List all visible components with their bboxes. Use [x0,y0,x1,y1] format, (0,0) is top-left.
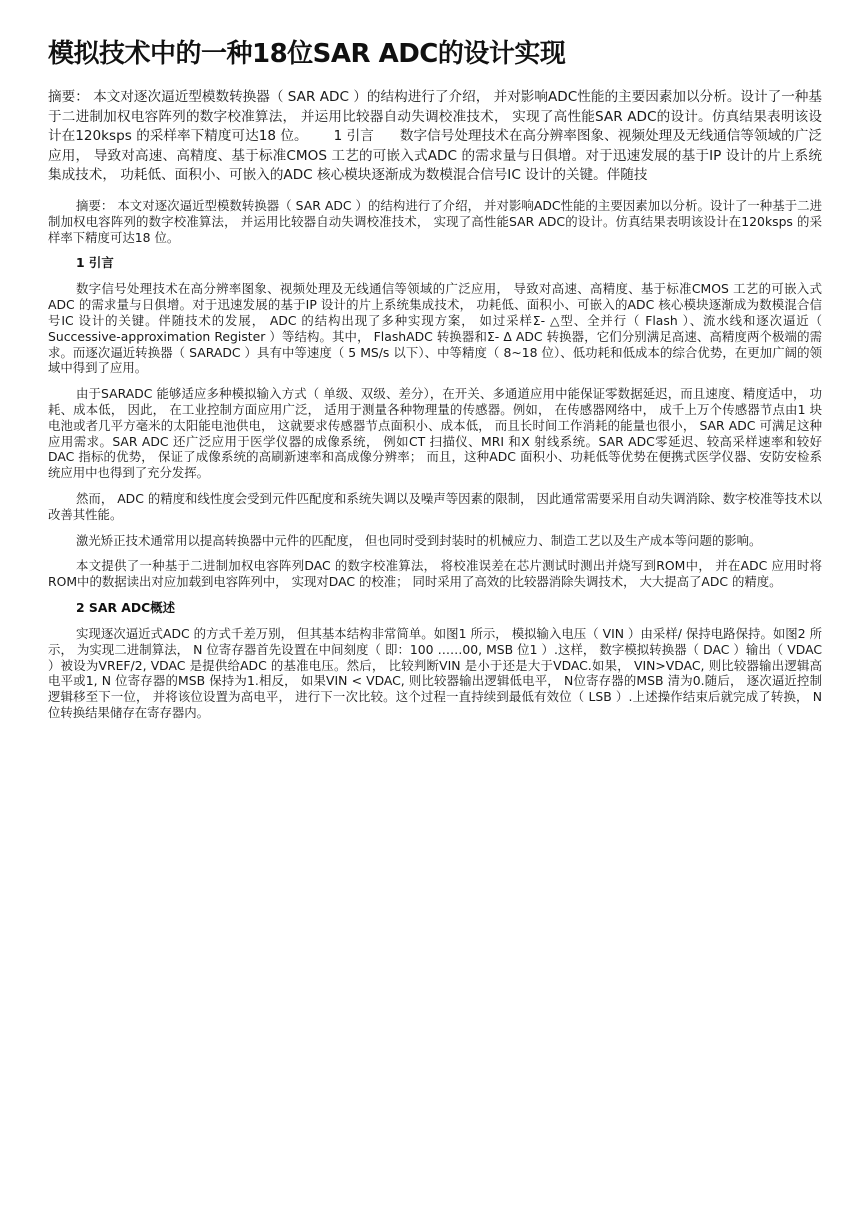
document-page [48,36,822,731]
abstract-paragraph: 摘要： 本文对逐次逼近型模数转换器（ SAR ADC ）的结构进行了介绍， 并对影响ADC性能的主要因素加以分析。设计了一种基于二进制加权电容阵列的数字校准算法， 并运用比较器自动失调校准技术， 实现了高性能SAR ADC的设计。仿真结果表明该设计在120ksps 的采样率下精度可达18 位。 [48,197,822,245]
section-heading-intro: 1 引言 [76,255,114,271]
intro-paragraph: 由于SARADC 能够适应多种模拟输入方式（ 单级、双级、差分），在开关、多通道应用中能保证零数据延迟，而且速度、精度适中， 功耗、成本低， 因此， 在工业控制方面应用广泛， 适用于测量各种物理量的传感器。例如， 在传感器网络中， 成千上万个传感器节点由1 块电池或者几平方毫米的太阳能电池供电， 这就要求传感器节点面积小、成本低， 而且长时间工作消耗的能量也很小， SAR ADC 可满足这种应用需求。SAR ADC 还广泛应用于医学仪器的成像系统， 例如CT 扫描仪、MRI 和X 射线系统。SAR ADC零延迟、较高采样速率和较好DAC 指标的优势， 保证了成像系统的高刷新速率和高成像分辨率； 而且，这种ADC 面积小、功耗低等优势在便携式医学仪器、安防安检系统应用中也得到了充分发挥。 [48,386,822,481]
summary-intro-text: 数字信号处理技术在高分辨率图象、视频处理及无线通信等领域的广泛应用， 导致对高速、高精度、基于标准CMOS 工艺的可嵌入式ADC 的需求量与日俱增。对于迅速发展的基于IP 设计的片上系统集成技术， 功耗低、面积小、可嵌入的ADC 核心模块逐渐成为数模混合信号IC 设计的关键。伴随技 [48,128,822,184]
section-heading-sar-overview: 2 SAR ADC概述 [76,599,176,615]
summary-abstract: 摘要： 本文对逐次逼近型模数转换器（ SAR ADC ）的结构进行了介绍， 并对影响ADC性能的主要因素加以分析。设计了一种基于二进制加权电容阵列的数字校准算法， 并运用比较器自动失调校准技术， 实现了高性能SAR ADC的设计。仿真结果表明该设计在120ksps 的采样率下精度可达18 位。 [48,89,822,145]
intro-paragraph: 数字信号处理技术在高分辨率图象、视频处理及无线通信等领域的广泛应用， 导致对高速、高精度、基于标准CMOS 工艺的可嵌入式ADC 的需求量与日俱增。对于迅速发展的基于IP 设计的片上系统集成技术， 功耗低、面积小、可嵌入的ADC 核心模块逐渐成为数模混合信号IC 设计的关键。伴随技术的发展， ADC 的结构出现了多种实现方案， 如过采样Σ- △型、全并行（ Flash ）、流水线和逐次逼近（ Successive-approximation Register ）等结构。其中， FlashADC 转换器和Σ- Δ ADC 转换器，它们分别满足高速、高精度两个极端的需求。而逐次逼近转换器（ SARADC ）具有中等速度（ 5 MS/s 以下）、中等精度（ 8~18 位）、低功耗和低成本的综合优势，在更加广阔的领域中得到了应用。 [48,281,822,376]
document-title: 模拟技术中的一种18位SAR ADC的设计实现 [48,39,566,69]
intro-paragraph: 本文提供了一种基于二进制加权电容阵列DAC 的数字校准算法， 将校准误差在芯片测试时测出并烧写到ROM中， 并在ADC 应用时将ROM中的数据读出对应加载到电容阵列中， 实现对DAC 的校准； 同时采用了高效的比较器消除失调技术， 大大提高了ADC 的精度。 [48,558,822,590]
intro-paragraph: 然而， ADC 的精度和线性度会受到元件匹配度和系统失调以及噪声等因素的限制， 因此通常需要采用自动失调消除、数字校准等技术以改善其性能。 [48,490,822,522]
summary-intro-heading: 1 引言 [333,128,374,145]
summary-paragraph [48,88,822,186]
intro-paragraph: 激光矫正技术通常用以提高转换器中元件的匹配度， 但也同时受到封装时的机械应力、制造工艺以及生产成本等问题的影响。 [76,532,762,548]
overview-paragraph: 实现逐次逼近式ADC 的方式千差万别， 但其基本结构非常简单。如图1 所示， 模拟输入电压（ VIN ）由采样/ 保持电路保持。如图2 所示， 为实现二进制算法， N 位寄存器首先设置在中间刻度（ 即：100 ……00, MSB 位1 ）.这样， 数字模拟转换器（ DAC ）输出（ VDAC ）被设为VREF/2, VDAC 是提供给ADC 的基准电压。然后， 比较判断VIN 是小于还是大于VDAC.如果， VIN>VDAC, 则比较器输出逻辑高电平或1, N 位寄存器的MSB 保持为1.相反， 如果VIN < VDAC, 则比较器输出逻辑低电平， N位寄存器的MSB 清为0.随后， 逐次逼近控制逻辑移至下一位， 并将该位设置为高电平， 进行下一次比较。这个过程一直持续到最低有效位（ LSB ）.上述操作结束后就完成了转换， N 位转换结果储存在寄存器内。 [48,625,822,720]
